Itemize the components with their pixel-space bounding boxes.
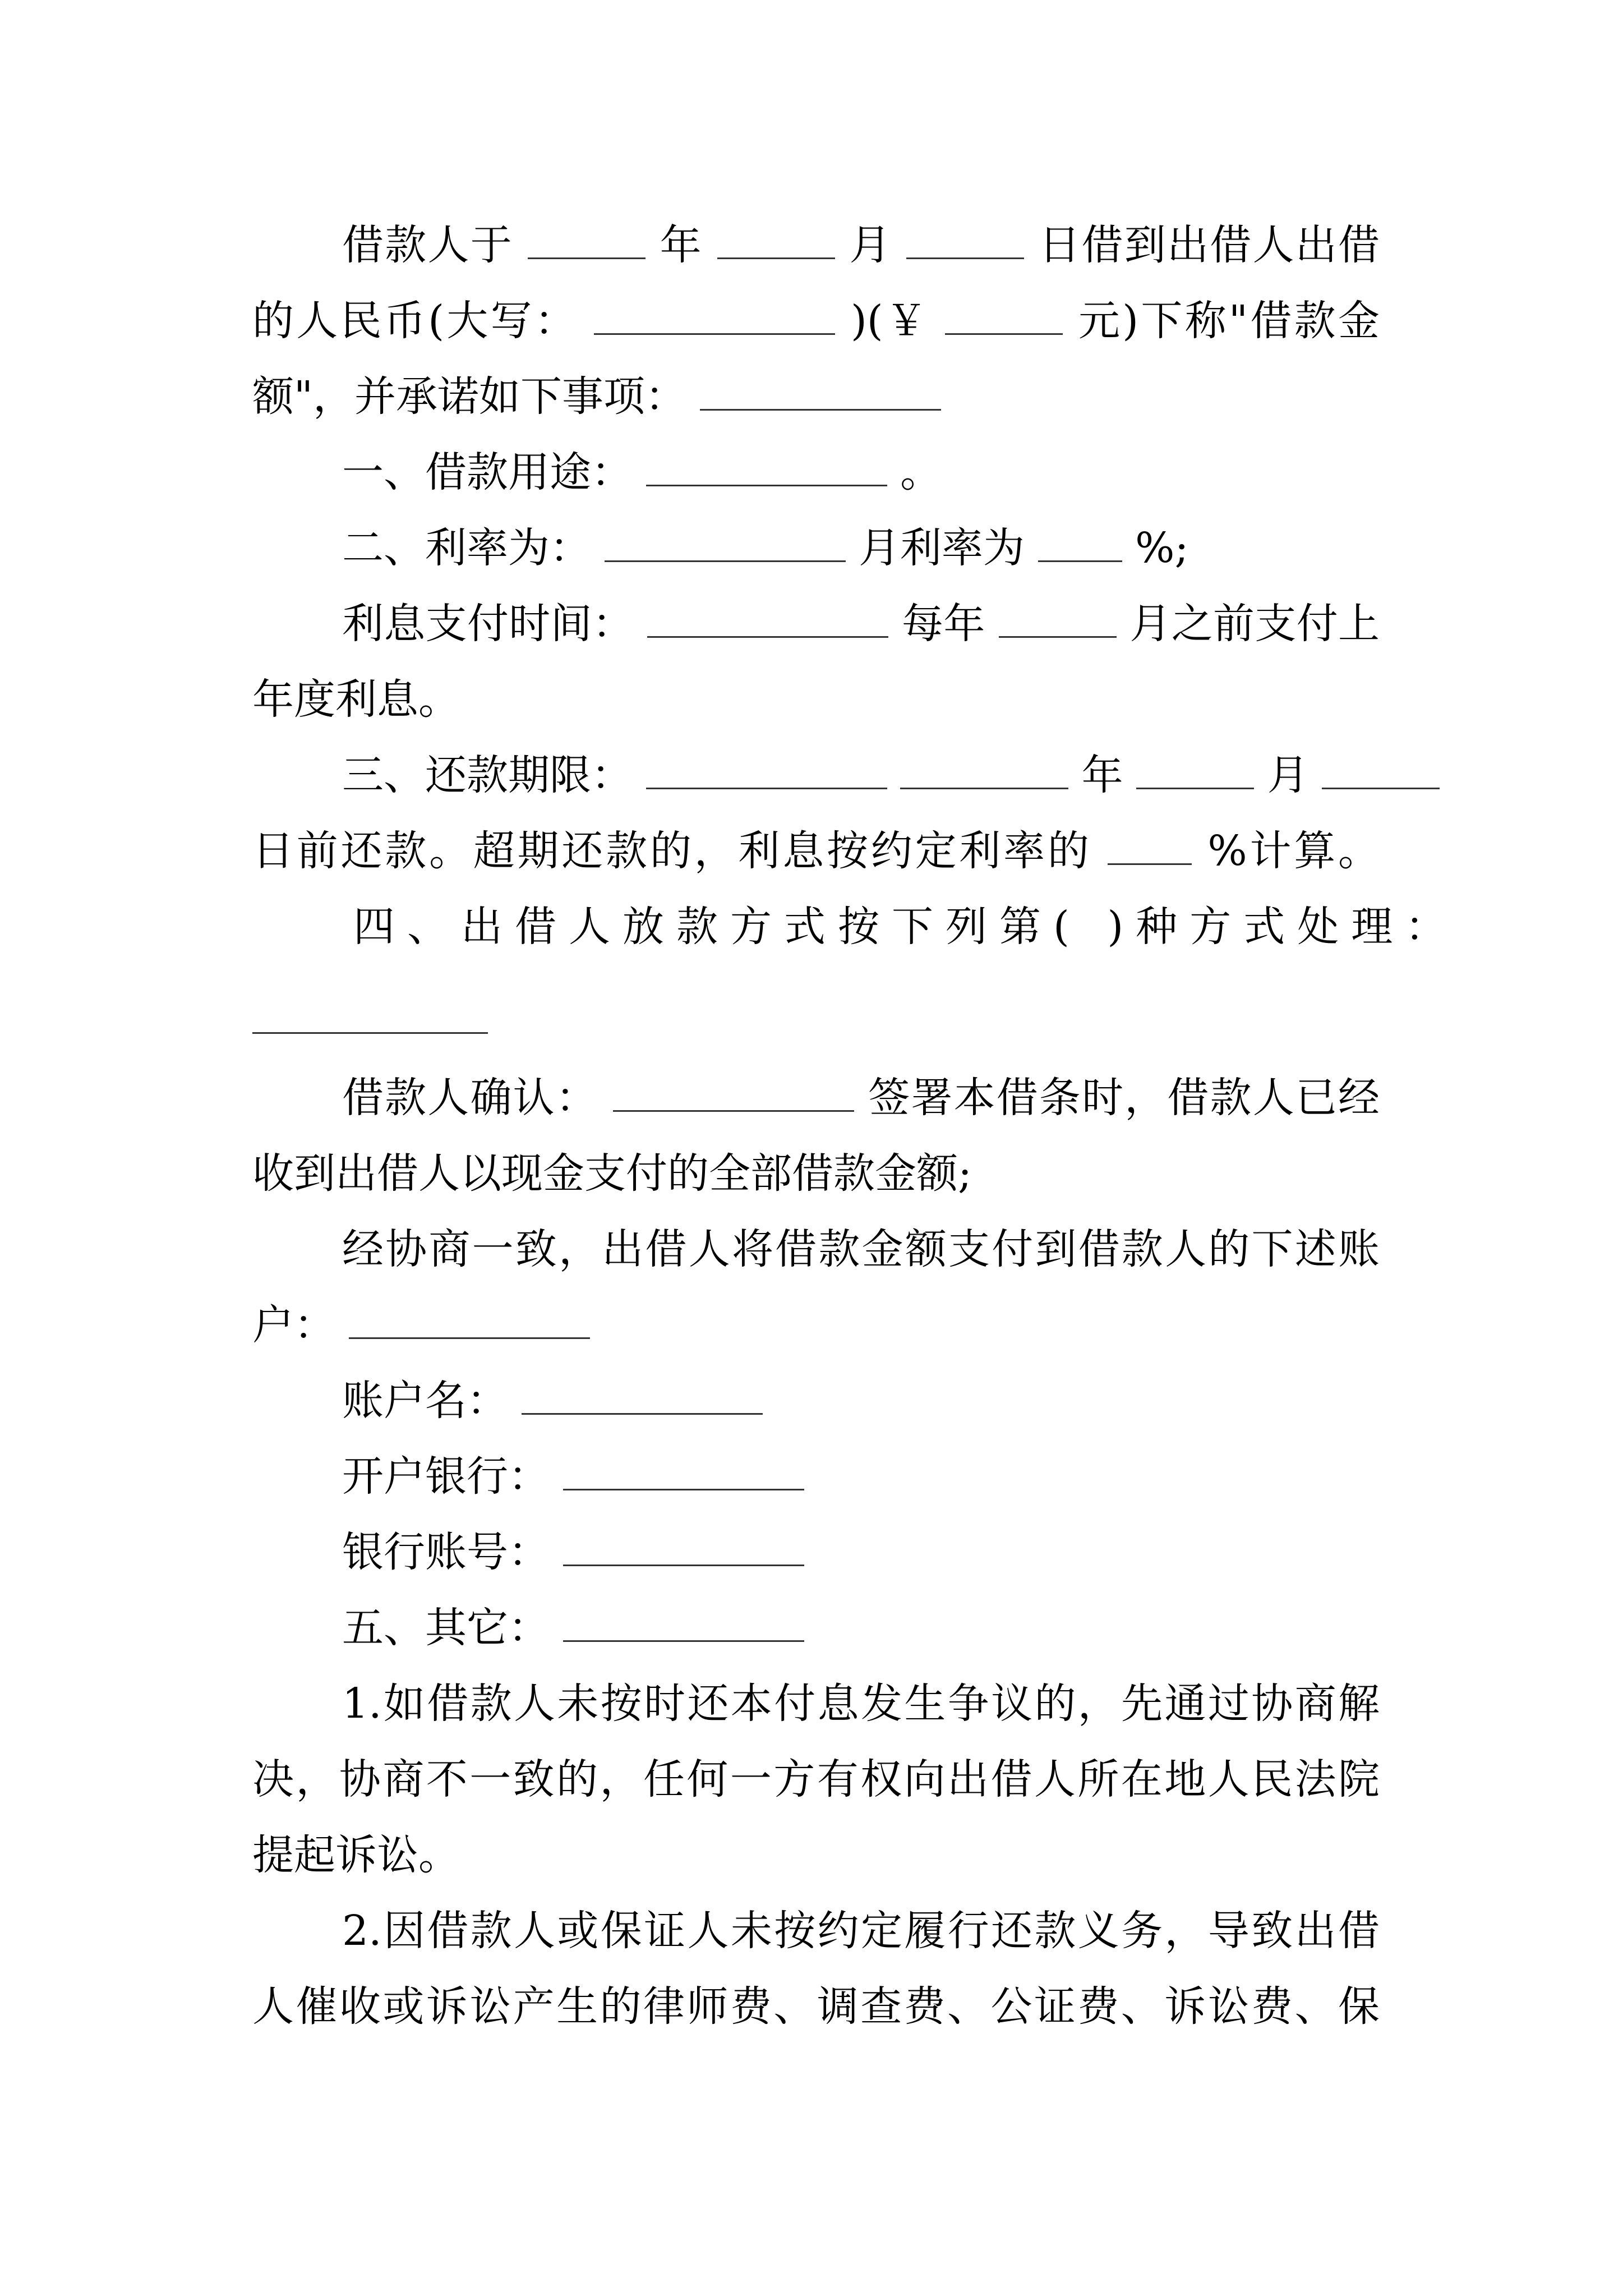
text-segment: 三、还款期限： — [342, 751, 633, 799]
line-clause-2a — [342, 1903, 1380, 1959]
text-segment: 人催收或诉讼产生的律师费、调查费、公证费、诉讼费、保 — [252, 1982, 1380, 2031]
text-segment: 额"，并承诺如下事项： — [252, 372, 687, 421]
text-segment: 户： — [252, 1301, 335, 1349]
blank-field[interactable] — [349, 1301, 590, 1339]
text-segment: 五、其它： — [342, 1604, 550, 1652]
text-segment: 2.因借款人或保证人未按约定履行还款义务，导致出借 — [342, 1907, 1380, 1955]
text-segment: 四、出借人放款方式按下列第( )种方式处理： — [353, 903, 1459, 951]
text-segment: 经协商一致，出借人将借款金额支付到借款人的下述账 — [342, 1225, 1380, 1273]
text-segment: 决，协商不一致的，任何一方有权向出借人所在地人民法院 — [252, 1755, 1380, 1803]
text-segment: 年 — [1081, 751, 1123, 799]
blank-field[interactable] — [605, 524, 846, 562]
blank-field[interactable] — [563, 1453, 804, 1490]
blank-field[interactable] — [900, 752, 1068, 789]
line-interest-payment — [342, 596, 1380, 652]
text-segment: 元)下称"借款金 — [1078, 297, 1380, 345]
text-segment: 账户名： — [342, 1377, 508, 1425]
text-segment: 月利率为 — [859, 524, 1025, 572]
line-loan-amount — [252, 293, 1380, 349]
line-other — [342, 1600, 1380, 1656]
text-segment: 年度利息。 — [252, 675, 460, 724]
text-segment: 开户银行： — [342, 1452, 550, 1501]
line-bank-name — [342, 1448, 1380, 1504]
text-segment: 一、借款用途： — [342, 448, 633, 496]
text-segment: 1.如借款人未按时还本付息发生争议的，先通过协商解 — [342, 1680, 1380, 1728]
text-segment: 月 — [1267, 751, 1309, 799]
blank-field[interactable] — [717, 222, 835, 259]
blank-field[interactable] — [945, 297, 1063, 335]
line-bank-account-number — [342, 1524, 1380, 1580]
blank-field[interactable] — [1322, 752, 1440, 789]
line-clause-1a — [342, 1676, 1380, 1732]
text-segment: 日前还款。超期还款的，利息按约定利率的 — [252, 827, 1092, 875]
text-segment: %计算。 — [1207, 827, 1380, 875]
text-segment: 提起诉讼。 — [252, 1831, 460, 1879]
text-segment: 月 — [849, 221, 892, 269]
text-segment: 签署本借条时，借款人已经 — [868, 1074, 1380, 1122]
line-loan-purpose — [342, 444, 1380, 500]
blank-field[interactable] — [613, 1074, 854, 1112]
line-cash-received — [252, 1145, 1380, 1202]
text-segment: 二、利率为： — [342, 524, 591, 572]
line-clause-2b — [252, 1978, 1380, 2035]
text-segment: 银行账号： — [342, 1528, 550, 1576]
text-segment: 年 — [660, 221, 703, 269]
line-account-name — [342, 1373, 1380, 1429]
text-segment: )(￥ — [850, 297, 930, 345]
blank-field[interactable] — [647, 600, 888, 638]
blank-field[interactable] — [1038, 524, 1122, 562]
blank-field[interactable] — [594, 297, 835, 335]
blank-field[interactable] — [906, 222, 1024, 259]
line-account — [252, 1297, 1380, 1353]
line-borrower-confirm — [342, 1070, 1380, 1126]
text-segment: 的人民币(大写： — [252, 297, 579, 345]
line-disbursement-method — [353, 899, 1459, 955]
blank-field[interactable] — [1136, 752, 1254, 789]
blank-field[interactable] — [700, 373, 941, 411]
line-clause-1c — [252, 1827, 1380, 1883]
line-interest-rate — [342, 520, 1380, 576]
line-annual-interest — [252, 671, 1380, 728]
text-segment: 借款人确认： — [342, 1074, 598, 1122]
blank-field[interactable] — [563, 1604, 804, 1642]
line-commitment — [252, 369, 1380, 425]
text-segment: 收到出借人以现金支付的全部借款金额; — [252, 1149, 972, 1198]
text-segment: 利息支付时间： — [342, 600, 634, 648]
blank-field[interactable] — [1108, 827, 1192, 865]
text-segment: %; — [1135, 524, 1189, 572]
text-segment: 借款人于 — [342, 221, 514, 269]
line-overdue-interest — [252, 823, 1380, 879]
text-segment: 每年 — [902, 600, 985, 648]
blank-field[interactable] — [646, 752, 887, 789]
blank-field[interactable] — [252, 1032, 488, 1034]
text-segment: 月之前支付上 — [1129, 600, 1380, 648]
blank-field[interactable] — [646, 449, 887, 486]
blank-field[interactable] — [999, 600, 1117, 638]
text-segment: 。 — [900, 448, 942, 496]
line-loan-date — [342, 217, 1380, 273]
blank-field[interactable] — [563, 1529, 804, 1566]
blank-field[interactable] — [522, 1377, 763, 1415]
blank-field[interactable] — [528, 222, 645, 259]
line-transfer-agreement — [342, 1221, 1380, 1277]
line-repayment-term — [342, 747, 1380, 803]
line-clause-1b — [252, 1751, 1380, 1807]
text-segment: 日借到出借人出借 — [1039, 221, 1380, 269]
